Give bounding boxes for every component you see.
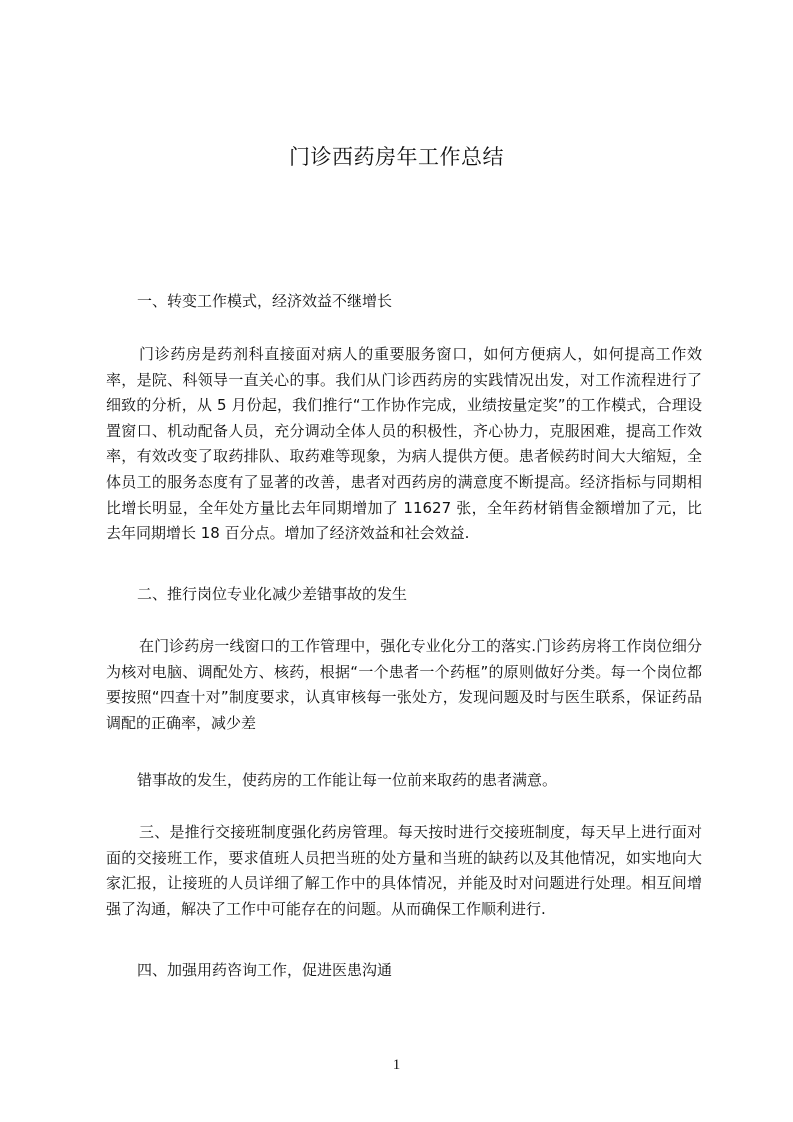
section-4-heading: 四、加强用药咨询工作，促进医患沟通 (137, 961, 393, 979)
section-2-paragraph: 在门诊药房一线窗口的工作管理中，强化专业化分工的落实.门诊药房将工作岗位细分为核对电脑、调配处方、核药，根据“一个患者一个药框”的原则做好分类。每一个岗位都要按照“四查十对”制度要求，认真审核每一张处方，发现问题及时与医生联系，保证药品调配的正确率，减少差 (106, 637, 702, 732)
section-2-heading: 二、推行岗位专业化减少差错事故的发生 (137, 585, 408, 603)
page-number: 1 (392, 1057, 401, 1073)
section-1-heading: 一、转变工作模式，经济效益不继增长 (137, 292, 393, 310)
section-3-paragraph: 三、是推行交接班制度强化药房管理。每天按时进行交接班制度，每天早上进行面对面的交接班工作，要求值班人员把当班的处方量和当班的缺药以及其他情况，如实地向大家汇报，让接班的人员详细了解工作中的具体情况，并能及时对问题进行处理。相互间增强了沟通，解决了工作中可能存在的问题。从而确保工作顺利进行. (106, 823, 702, 918)
document-title: 门诊西药房年工作总结 (289, 145, 504, 169)
section-1-paragraph: 门诊药房是药剂科直接面对病人的重要服务窗口，如何方便病人，如何提高工作效率，是院、科领导一直关心的事。我们从门诊西药房的实践情况出发，对工作流程进行了细致的分析，从 5 月份起，我们推行“工作协作完成，业绩按量定奖”的工作模式，合理设置窗口、机动配备人员，充分调动全体人员的积极性，齐心协力，克服困难，提高工作效率，有效改变了取药排队、取药难等现象，为病人提供方便。患者候药时间大大缩短，全体员工的服务态度有了显著的改善，患者对西药房的满意度不断提高。经济指标与同期相比增长明显，全年处方量比去年同期增加了 11627 张，全年药材销售金额增加了元，比去年同期增长 18 百分点。增加了经济效益和社会效益. (106, 345, 702, 543)
section-2-continuation: 错事故的发生，使药房的工作能让每一位前来取药的患者满意。 (137, 771, 558, 789)
